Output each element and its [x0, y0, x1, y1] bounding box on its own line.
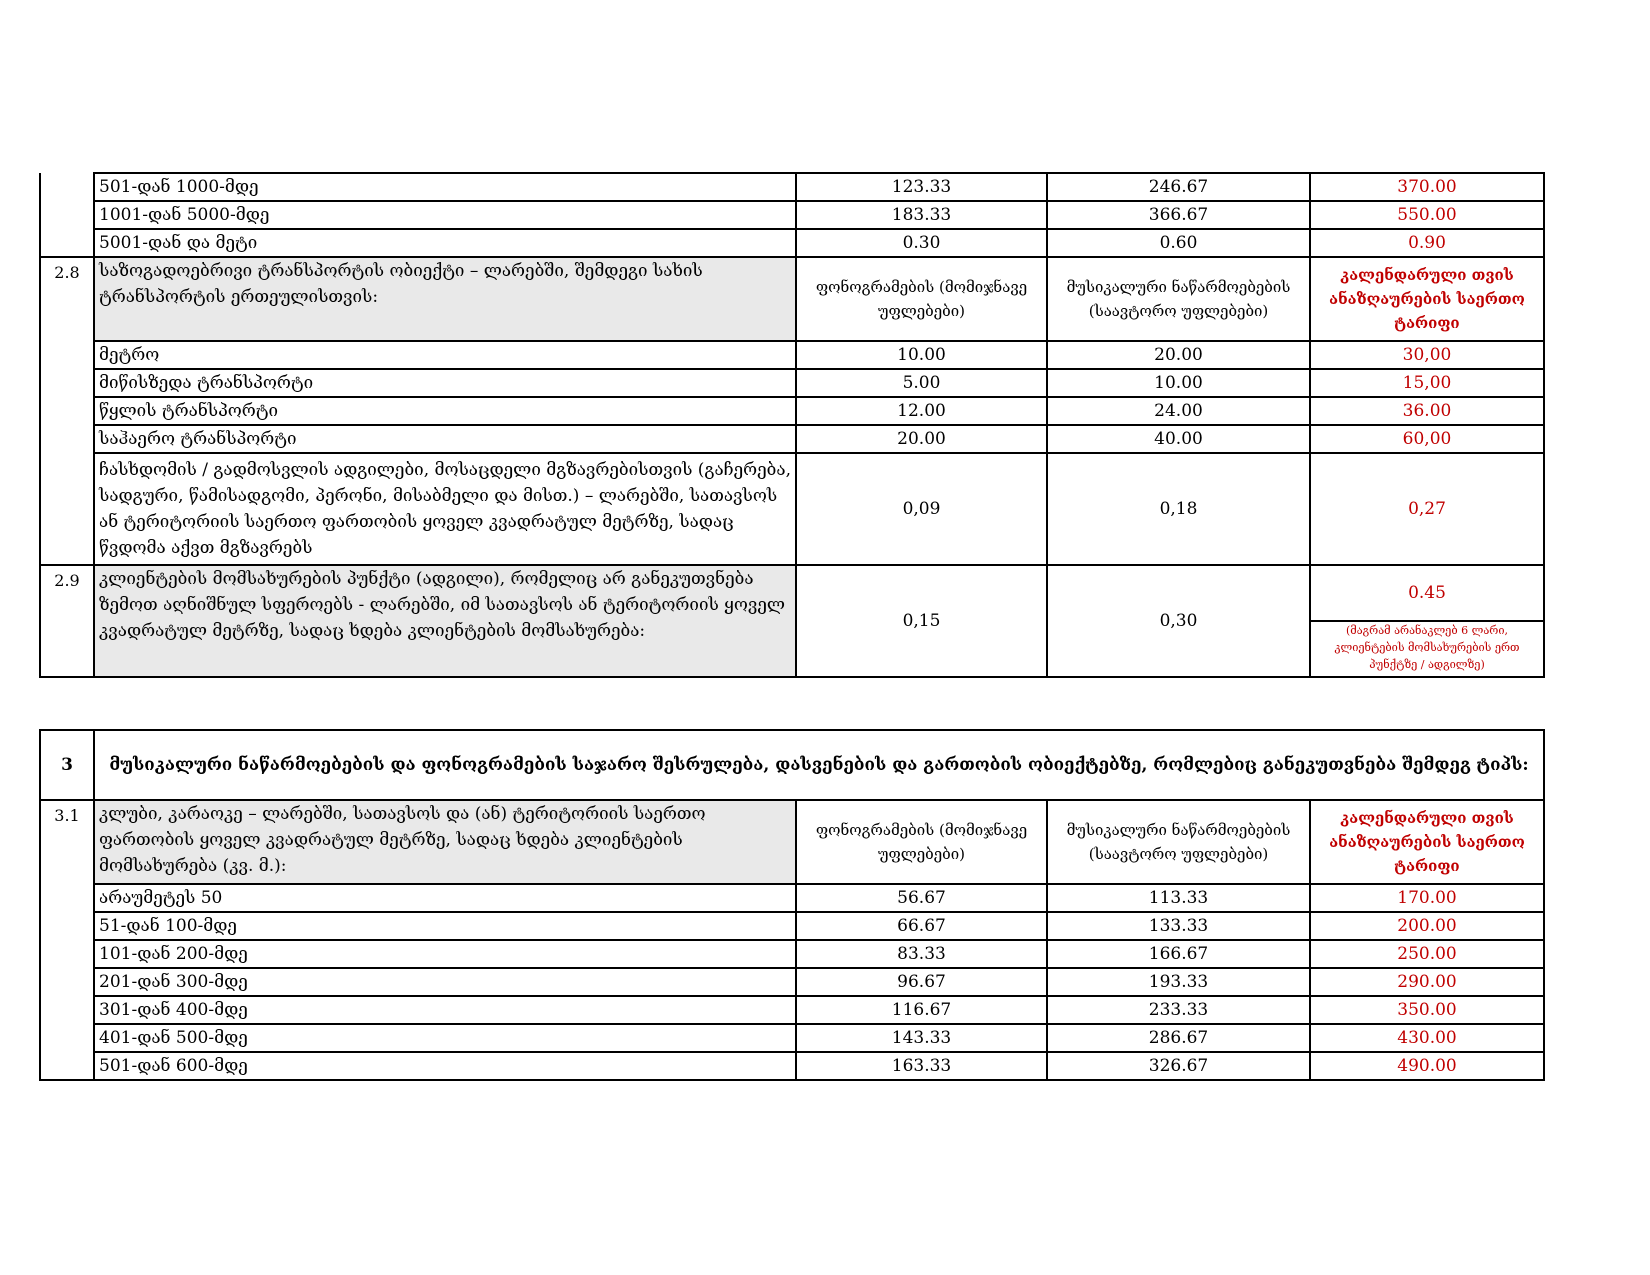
phonogram-value: 116.67	[796, 996, 1047, 1024]
row-label: ჩასხდომის / გადმოსვლის ადგილები, მოსაცდელი მგზავრებისთვის (გაჩერება, სადგური, წამისადგომი, პერონი, მისაბმელი და მისთ.) – ლარებში, სათავსოს ან ტერიტორიის საერთო ფართობის ყოველ კვადრატულ მეტრზე, სადაც წვდომა აქვთ მგზავრებს	[94, 453, 796, 565]
section-title: საზოგადოებრივი ტრანსპორტის ობიექტი – ლარებში, შემდეგი სახის ტრანსპორტის ერთეულისთვის:	[94, 257, 796, 341]
table-row	[40, 229, 1544, 257]
tariff-table-section-3	[39, 729, 1545, 1081]
row-label: მიწისზედა ტრანსპორტი	[94, 369, 796, 397]
total-tariff-value: 0.90	[1310, 229, 1544, 257]
table-row	[40, 425, 1544, 453]
phonogram-value: 20.00	[796, 425, 1047, 453]
section-number: 3.1	[40, 800, 94, 1080]
musical-works-value: 366.67	[1047, 201, 1310, 229]
phonogram-value: 66.67	[796, 912, 1047, 940]
phonogram-value: 0,09	[796, 453, 1047, 565]
phonogram-value: 163.33	[796, 1052, 1047, 1080]
row-label: 201-დან 300-მდე	[94, 968, 796, 996]
section-header-row	[40, 257, 1544, 341]
total-tariff-value: 60,00	[1310, 425, 1544, 453]
column-header-phonograms: ფონოგრამების (მომიჯნავე უფლებები)	[796, 800, 1047, 884]
table-row	[40, 453, 1544, 565]
total-tariff-value: 36.00	[1310, 397, 1544, 425]
column-header-phonograms: ფონოგრამების (მომიჯნავე უფლებები)	[796, 257, 1047, 341]
table-row	[40, 912, 1544, 940]
row-label: მეტრო	[94, 341, 796, 369]
row-label: 401-დან 500-მდე	[94, 1024, 796, 1052]
total-tariff-value: 0.45	[1310, 565, 1544, 621]
table-row	[40, 884, 1544, 912]
phonogram-value: 12.00	[796, 397, 1047, 425]
phonogram-value: 56.67	[796, 884, 1047, 912]
table-row	[40, 996, 1544, 1024]
section-number: 2.9	[40, 565, 94, 677]
table-row	[40, 1052, 1544, 1080]
musical-works-value: 0,18	[1047, 453, 1310, 565]
row-label: წყლის ტრანსპორტი	[94, 397, 796, 425]
row-label: არაუმეტეს 50	[94, 884, 796, 912]
section-number: 2.8	[40, 257, 94, 565]
column-header-musical-works: მუსიკალური ნაწარმოებების (საავტორო უფლებები)	[1047, 800, 1310, 884]
tariff-note: (მაგრამ არანაკლებ 6 ლარი, კლიენტების მომსახურების ერთ პუნქტზე / ადგილზე)	[1310, 621, 1544, 677]
section-title: კლუბი, კარაოკე – ლარებში, სათავსოს და (ან) ტერიტორიის საერთო ფართობის ყოველ კვადრატულ მეტრზე, სადაც ხდება კლიენტების მომსახურება (კვ. მ.):	[94, 800, 796, 884]
musical-works-value: 193.33	[1047, 968, 1310, 996]
total-tariff-value: 550.00	[1310, 201, 1544, 229]
section-title: მუსიკალური ნაწარმოებების და ფონოგრამების საჯარო შესრულება, დასვენების და გართობის ობიექტებზე, რომლებიც განეკუთვნება შემდეგ ტიპს:	[94, 730, 1544, 800]
musical-works-value: 0.60	[1047, 229, 1310, 257]
row-label: 301-დან 400-მდე	[94, 996, 796, 1024]
tariff-table-section-2	[39, 172, 1545, 678]
total-tariff-value: 350.00	[1310, 996, 1544, 1024]
table-row	[40, 940, 1544, 968]
phonogram-value: 123.33	[796, 173, 1047, 201]
total-tariff-value: 0,27	[1310, 453, 1544, 565]
phonogram-value: 10.00	[796, 341, 1047, 369]
section-header-row	[40, 800, 1544, 884]
musical-works-value: 10.00	[1047, 369, 1310, 397]
total-tariff-value: 250.00	[1310, 940, 1544, 968]
table-row	[40, 968, 1544, 996]
table-row	[40, 369, 1544, 397]
column-header-musical-works: მუსიკალური ნაწარმოებების (საავტორო უფლებები)	[1047, 257, 1310, 341]
row-label: 5001-დან და მეტი	[94, 229, 796, 257]
musical-works-value: 286.67	[1047, 1024, 1310, 1052]
row-label: 501-დან 600-მდე	[94, 1052, 796, 1080]
phonogram-value: 5.00	[796, 369, 1047, 397]
phonogram-value: 83.33	[796, 940, 1047, 968]
musical-works-value: 246.67	[1047, 173, 1310, 201]
row-label: 51-დან 100-მდე	[94, 912, 796, 940]
phonogram-value: 183.33	[796, 201, 1047, 229]
musical-works-value: 133.33	[1047, 912, 1310, 940]
musical-works-value: 166.67	[1047, 940, 1310, 968]
row-label: 101-დან 200-მდე	[94, 940, 796, 968]
musical-works-value: 326.67	[1047, 1052, 1310, 1080]
musical-works-value: 0,30	[1047, 565, 1310, 677]
musical-works-value: 40.00	[1047, 425, 1310, 453]
table-row	[40, 1024, 1544, 1052]
total-tariff-value: 490.00	[1310, 1052, 1544, 1080]
phonogram-value: 143.33	[796, 1024, 1047, 1052]
table-row	[40, 341, 1544, 369]
total-tariff-value: 30,00	[1310, 341, 1544, 369]
row-label: 1001-დან 5000-მდე	[94, 201, 796, 229]
total-tariff-value: 290.00	[1310, 968, 1544, 996]
table-row	[40, 173, 1544, 201]
phonogram-value: 0.30	[796, 229, 1047, 257]
total-tariff-value: 370.00	[1310, 173, 1544, 201]
row-number-cell	[40, 173, 94, 257]
column-header-total-tariff: კალენდარული თვის ანაზღაურების საერთო ტარიფი	[1310, 800, 1544, 884]
musical-works-value: 113.33	[1047, 884, 1310, 912]
total-tariff-value: 15,00	[1310, 369, 1544, 397]
section-title-row	[40, 730, 1544, 800]
row-label: 501-დან 1000-მდე	[94, 173, 796, 201]
column-header-total-tariff: კალენდარული თვის ანაზღაურების საერთო ტარიფი	[1310, 257, 1544, 341]
table-row	[40, 397, 1544, 425]
total-tariff-value: 430.00	[1310, 1024, 1544, 1052]
total-tariff-value: 200.00	[1310, 912, 1544, 940]
musical-works-value: 24.00	[1047, 397, 1310, 425]
row-label: კლიენტების მომსახურების პუნქტი (ადგილი), რომელიც არ განეკუთვნება ზემოთ აღნიშნულ სფეროებს - ლარებში, იმ სათავსოს ან ტერიტორიის ყოველ კვადრატულ მეტრზე, სადაც ხდება კლიენტების მომსახურება:	[94, 565, 796, 677]
phonogram-value: 0,15	[796, 565, 1047, 677]
musical-works-value: 233.33	[1047, 996, 1310, 1024]
table-row	[40, 565, 1544, 621]
musical-works-value: 20.00	[1047, 341, 1310, 369]
phonogram-value: 96.67	[796, 968, 1047, 996]
section-number: 3	[40, 730, 94, 800]
table-row	[40, 201, 1544, 229]
row-label: საჰაერო ტრანსპორტი	[94, 425, 796, 453]
total-tariff-value: 170.00	[1310, 884, 1544, 912]
